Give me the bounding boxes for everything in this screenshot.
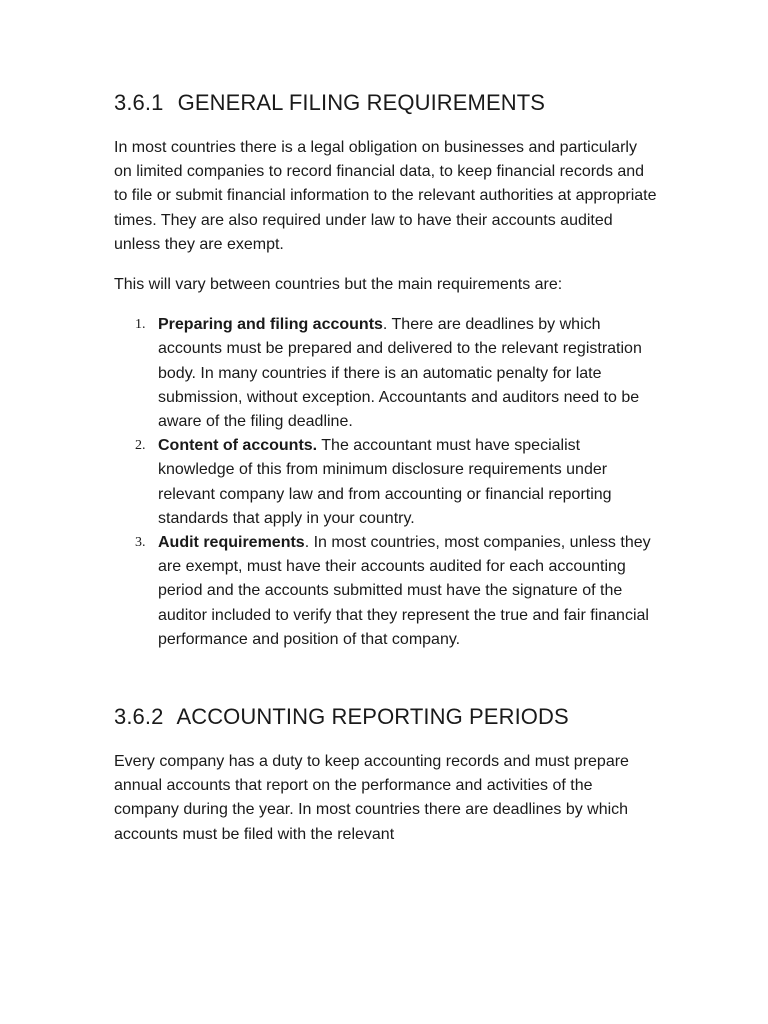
body-paragraph: Every company has a duty to keep accounting records and must prepare annual accounts that report on the performance and activities of the company during the year. In most countries there are deadlines by which accounts must be filed with the relevant	[114, 753, 629, 843]
list-item-text: The accountant must have specialist knowledge of this from minimum disclosure requirements under relevant company law and from accounting or financial reporting standards that apply in your country.	[158, 437, 612, 527]
section-title: ACCOUNTING REPORTING PERIODS	[176, 704, 569, 730]
section-number: 3.6.1	[114, 90, 164, 115]
list-marker: 1.	[135, 317, 146, 333]
list-item	[114, 434, 659, 531]
list-marker: 3.	[135, 535, 146, 551]
requirements-list	[114, 313, 659, 652]
list-item	[114, 531, 659, 652]
list-item	[114, 313, 659, 434]
section-number: 3.6.2	[114, 704, 164, 730]
section-heading-general-filing	[114, 88, 659, 118]
list-item-text: . There are deadlines by which accounts must be prepared and delivered to the relevant registration body. In many countries if there is an automatic penalty for late submission, without exception. Accountants and auditors need to be aware of the filing deadline.	[158, 316, 642, 431]
section-title: GENERAL FILING REQUIREMENTS	[177, 90, 546, 115]
list-item-term: Audit requirements	[158, 534, 305, 552]
list-item-text: . In most countries, most companies, unless they are exempt, must have their accounts audited for each accounting period and the accounts submitted must have the signature of the auditor included to verify that they represent the true and fair financial performance and position of that company.	[158, 534, 651, 648]
section-heading-reporting-periods	[114, 702, 659, 732]
intro-paragraph: In most countries there is a legal obligation on businesses and particularly on limited companies to record financial data, to keep financial records and to file or submit financial information to the relevant authorities at appropriate times. They are also required under law to have their accounts audited unless they are exempt.	[114, 139, 657, 253]
document-page	[114, 88, 659, 847]
list-marker: 2.	[135, 438, 146, 454]
list-item-term: Content of accounts.	[158, 437, 318, 455]
list-item-term: Preparing and filing accounts	[158, 316, 383, 334]
lead-paragraph: This will vary between countries but the main requirements are:	[114, 276, 563, 294]
